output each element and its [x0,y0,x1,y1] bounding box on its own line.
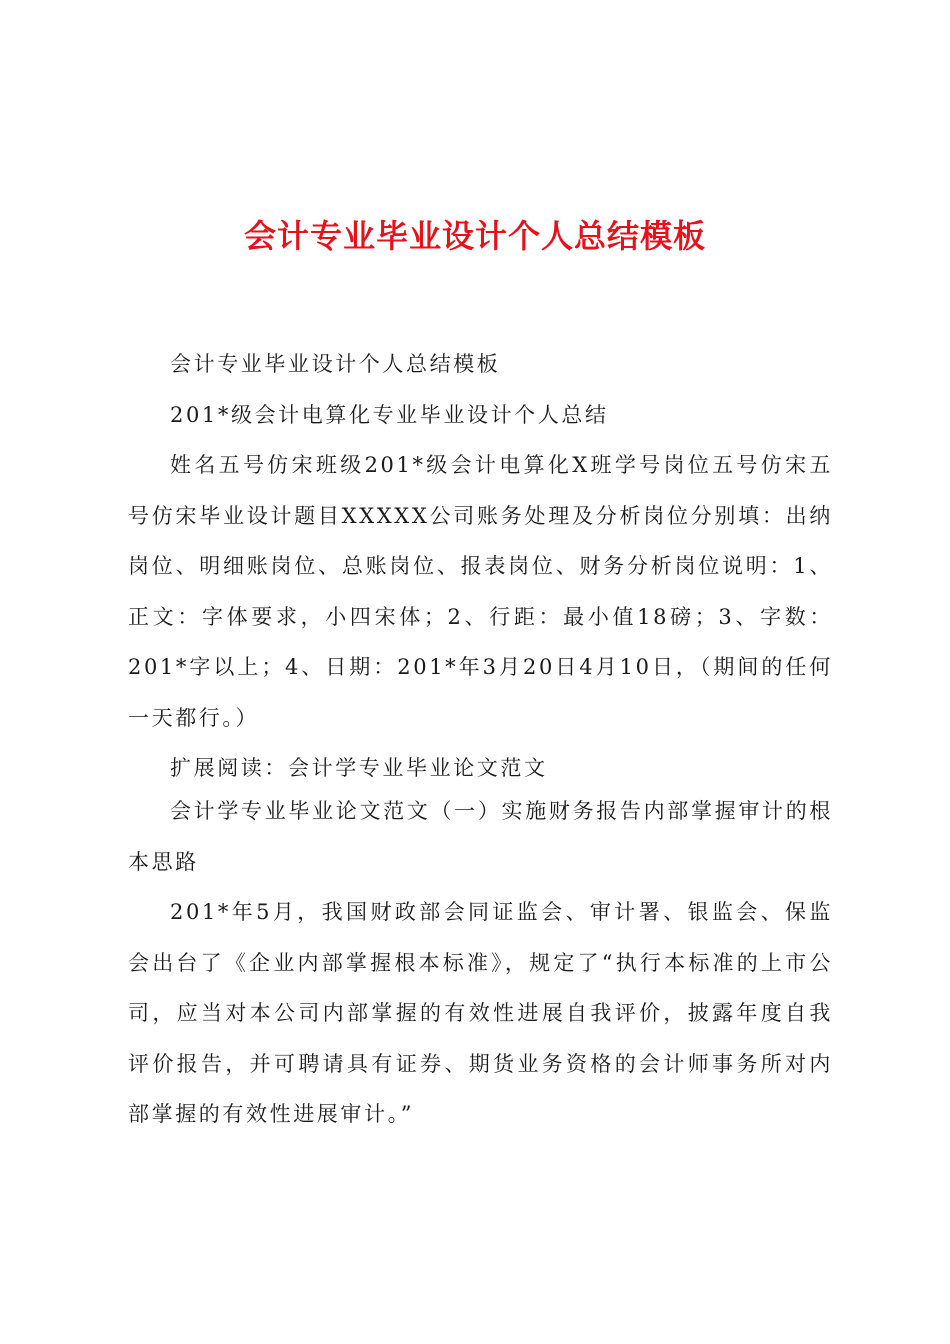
paragraph-essay-title: 会计学专业毕业论文范文（一）实施财务报告内部掌握审计的根本思路 [128,799,833,874]
document-title: 会计专业毕业设计个人总结模板 [243,217,706,255]
paragraph-essay-body: 201*年5月，我国财政部会同证监会、审计署、银监会、保监会出台了《企业内部掌握根本标准》，规定了“执行本标准的上市公司，应当对本公司内部掌握的有效性进展自我评价，披露年度自我评价报告，并可聘请具有证券、期货业务资格的会计师事务所对内部掌握的有效性进展审计。” [128,900,833,1126]
paragraph-instructions: 姓名五号仿宋班级201*级会计电算化X班学号岗位五号仿宋五号仿宋毕业设计题目XXXXX公司账务处理及分析岗位分别填：出纳岗位、明细账岗位、总账岗位、报表岗位、财务分析岗位说明：1、正文：字体要求，小四宋体；2、行距：最小值18磅；3、字数：201*字以上；4、日期：201*年3月20日4月10日，（期间的任何一天都行。） [128,453,833,730]
paragraph-extended-reading: 扩展阅读：会计学专业毕业论文范文 [170,756,548,780]
body-section-2 [128,786,833,1140]
body-section-1 [128,339,833,794]
paragraph-subtitle: 会计专业毕业设计个人总结模板 [170,352,501,376]
paragraph-heading: 201*级会计电算化专业毕业设计个人总结 [170,402,609,427]
